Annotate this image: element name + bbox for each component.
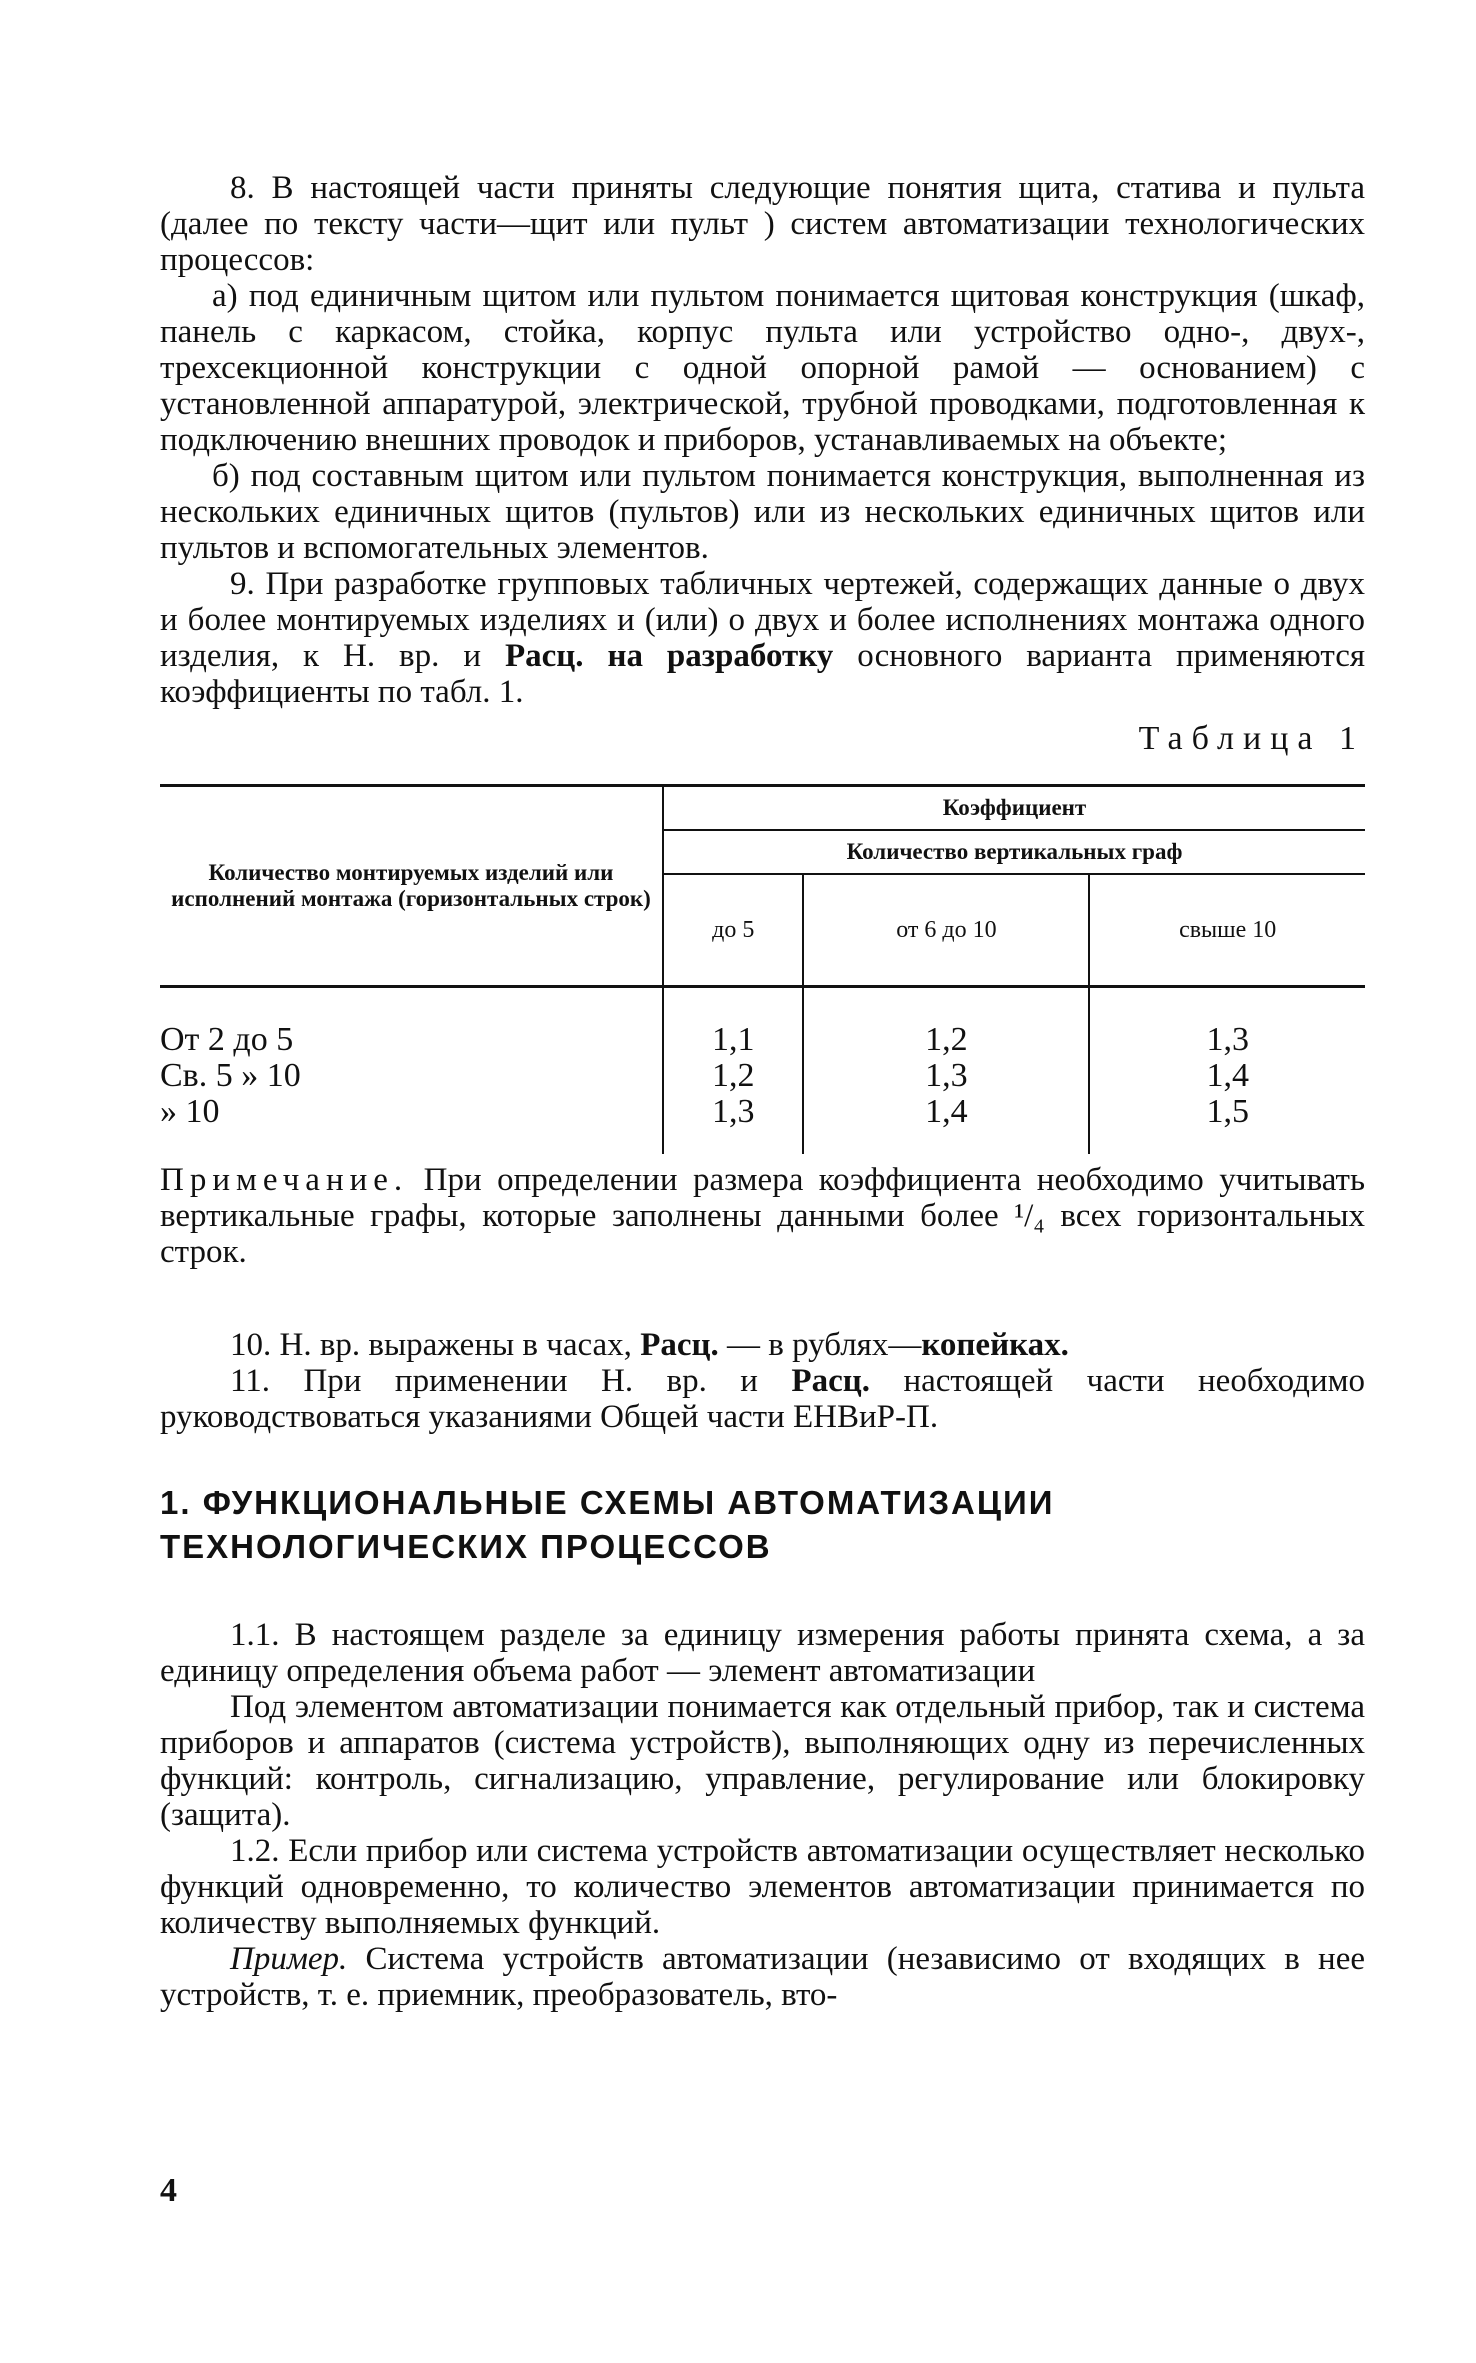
- paragraph-10-text: 10. Н. вр. выражены в часах,: [230, 1327, 641, 1363]
- cell-value: 1,2: [803, 987, 1089, 1059]
- cell-value: 1,3: [1206, 1021, 1249, 1058]
- cell-value: 1,3: [711, 1093, 755, 1130]
- paragraph-11: [160, 1363, 1365, 1435]
- paragraph-9-tail: основного варианта применяются коэффициенты по табл. 1.: [160, 638, 1366, 710]
- paragraph-10-bold-2: копейках.: [921, 1327, 1069, 1363]
- table-row: [160, 987, 1365, 1059]
- paragraph-11-text-2: настоящей части необходимо руководствоваться указаниями Общей части ЕНВиР-П.: [160, 1363, 1365, 1435]
- paragraph-1-1: 1.1. В настоящем разделе за единицу измерения работы принята схема, а за единицу определения объема работ — элемент автоматизации: [160, 1617, 1365, 1689]
- cell-value: 1,5: [1206, 1093, 1249, 1130]
- table-row: [160, 1058, 1365, 1094]
- document-page: [160, 170, 1365, 2013]
- paragraph-example: [160, 1941, 1365, 2013]
- table-caption: Таблица 1: [1138, 720, 1365, 757]
- paragraph-10-bold: Расц.: [640, 1327, 719, 1363]
- paragraph-11-text: 11. При применении Н. вр. и: [230, 1363, 792, 1399]
- paragraph-10-text-2: — в рублях—: [718, 1327, 922, 1363]
- paragraph-1-1-element: Под элементом автоматизации понимается как отдельный прибор, так и система приборов и аппаратов (система устройств), выполняющих одну из перечисленных функций: контроль, сигнализацию, управление, регулирование или блокировку (защита).: [160, 1689, 1365, 1833]
- coefficient-table: [160, 784, 1365, 1154]
- row-label: » 10: [160, 1094, 663, 1154]
- row-label: Св. 5 » 10: [160, 1058, 663, 1094]
- cell-value: 1,1: [711, 1021, 755, 1058]
- note-label: Примечание.: [160, 1162, 409, 1198]
- example-label: Пример.: [230, 1941, 348, 1977]
- paragraph-1-2: 1.2. Если прибор или система устройств автоматизации осуществляет несколько функций одновременно, то количество элементов автоматизации принимается по количеству выполняемых функций.: [160, 1833, 1365, 1941]
- row-label: От 2 до 5: [160, 987, 663, 1059]
- section-title: [160, 1481, 1365, 1569]
- note-text: При определении размера коэффициента необходимо учитывать вертикальные графы, которые заполнены данными более ¹/₄ всех горизонтальных строк.: [160, 1162, 1365, 1270]
- columns-count-header: Количество вертикальных граф: [663, 830, 1365, 874]
- paragraph-9-bold: Расц. на разработку: [504, 638, 834, 674]
- cell-value: 1,4: [1206, 1057, 1249, 1094]
- example-text: Система устройств автоматизации (независимо от входящих в нее устройств, т. е. приемник, преобразователь, вто-: [160, 1941, 1365, 2013]
- section-title-line-2: ТЕХНОЛОГИЧЕСКИХ ПРОЦЕССОВ: [160, 1528, 772, 1565]
- page-number: 4: [160, 2172, 177, 2209]
- table-row: [160, 1094, 1365, 1154]
- column-header-2: от 6 до 10: [803, 874, 1089, 987]
- paragraph-11-bold: Расц.: [791, 1363, 870, 1399]
- paragraph-8a: а) под единичным щитом или пультом понимается щитовая конструкция (шкаф, панель с каркасом, стойка, корпус пульта или устройство одно-, двух-, трехсекционной конструкции с одной опорной рамой — основанием) с установленной аппаратурой, электрической, трубной проводками, подготовленная к подключению внешних проводок и приборов, устанавливаемых на объекте;: [160, 278, 1365, 458]
- column-header-3: свыше 10: [1089, 874, 1365, 987]
- section-title-line-1: 1. ФУНКЦИОНАЛЬНЫЕ СХЕМЫ АВТОМАТИЗАЦИИ: [160, 1484, 1055, 1521]
- paragraph-9-text: 9. При разработке групповых табличных чертежей, содержащих данные о двух и более монтируемых изделиях и (или) о двух и более исполнениях монтажа одного изделия, к Н. вр. и: [160, 566, 1365, 674]
- column-header-1: до 5: [663, 874, 803, 987]
- spacer: [160, 1303, 1365, 1327]
- row-header: Количество монтируемых изделий или исполнений монтажа (горизонтальных строк): [160, 786, 663, 987]
- cell-value: 1,4: [803, 1094, 1089, 1154]
- cell-value: 1,2: [711, 1057, 755, 1094]
- paragraph-9: [160, 566, 1365, 710]
- coefficient-header: Коэффициент: [663, 786, 1365, 831]
- cell-value: 1,3: [803, 1058, 1089, 1094]
- paragraph-10: [160, 1327, 1365, 1363]
- table-note: [160, 1162, 1365, 1270]
- paragraph-8: 8. В настоящей части приняты следующие понятия щита, статива и пульта (далее по тексту части—щит или пульт ) систем автоматизации технологических процессов:: [160, 170, 1365, 278]
- paragraph-8b: б) под составным щитом или пультом понимается конструкция, выполненная из нескольких единичных щитов (пультов) или из нескольких единичных щитов или пультов и вспомогательных элементов.: [160, 458, 1365, 566]
